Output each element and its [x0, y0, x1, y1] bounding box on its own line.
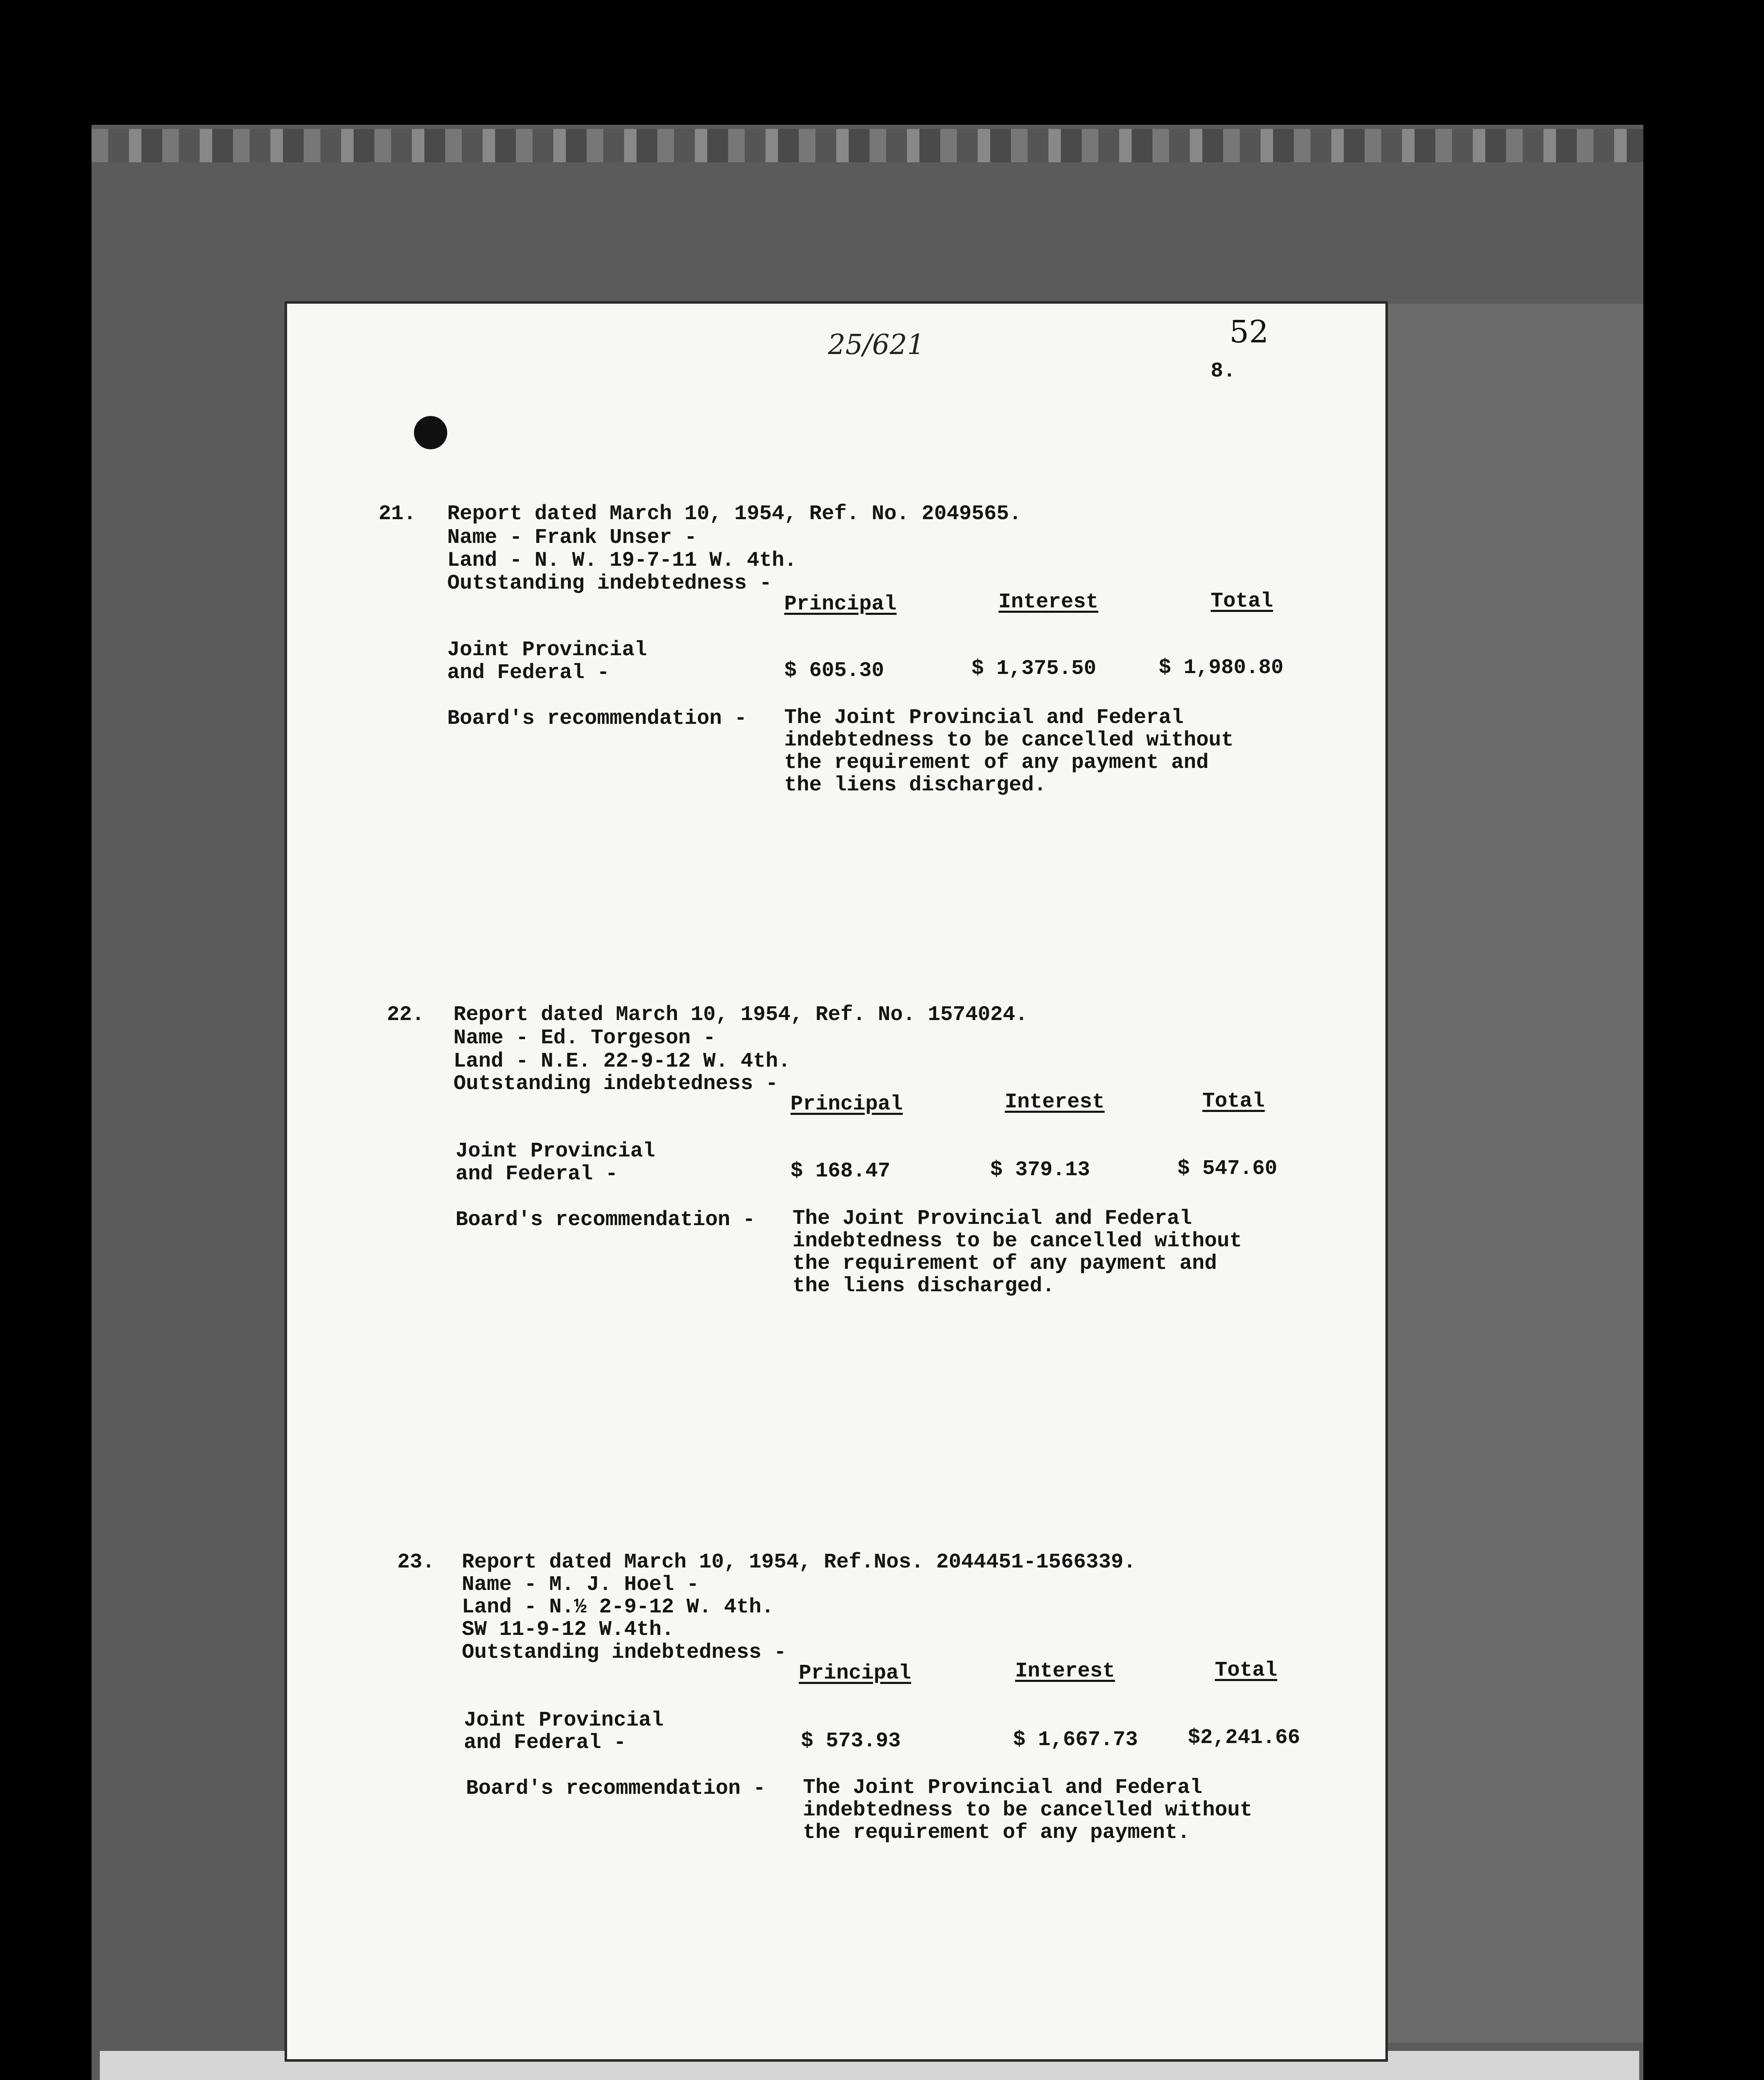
- recommendation-line: The Joint Provincial and Federal: [793, 1207, 1192, 1231]
- report-line: Report dated March 10, 1954, Ref. No. 2049565.: [447, 502, 1022, 526]
- debt-label: and Federal -: [456, 1162, 618, 1186]
- outstanding-line: Outstanding indebtedness -: [462, 1641, 787, 1664]
- handwritten-reference: 25/621: [828, 329, 925, 361]
- entry-number: 23.: [397, 1550, 435, 1574]
- principal-header: Principal: [784, 592, 897, 616]
- total-amount: $ 1,980.80: [1159, 656, 1284, 680]
- principal-amount: $ 573.93: [801, 1729, 901, 1753]
- recommendation-line: the liens discharged.: [784, 773, 1047, 797]
- total-amount: $2,241.66: [1188, 1726, 1301, 1750]
- entry-number: 21.: [379, 502, 416, 526]
- interest-amount: $ 1,667.73: [1013, 1728, 1138, 1752]
- recommendation-line: The Joint Provincial and Federal: [803, 1776, 1203, 1800]
- debt-label: and Federal -: [447, 661, 610, 685]
- scanner-right-edge: [1385, 304, 1643, 2043]
- principal-amount: $ 168.47: [790, 1159, 891, 1183]
- recommendation-line: the requirement of any payment.: [803, 1821, 1190, 1845]
- recommendation-line: indebtedness to be cancelled without: [793, 1229, 1242, 1253]
- interest-header: Interest: [1015, 1659, 1115, 1683]
- debt-label: Joint Provincial: [447, 638, 647, 662]
- page-number: 52: [1229, 314, 1269, 350]
- interest-header: Interest: [1005, 1090, 1105, 1114]
- punch-hole: [414, 416, 447, 449]
- recommendation-line: the requirement of any payment and: [793, 1252, 1217, 1275]
- total-header: Total: [1202, 1090, 1265, 1113]
- land-line: Land - N. W. 19-7-11 W. 4th.: [447, 549, 797, 572]
- scanner-top-band: [92, 129, 1643, 162]
- principal-header: Principal: [790, 1092, 903, 1116]
- recommendation-line: indebtedness to be cancelled without: [803, 1798, 1253, 1822]
- sheet-number: 8.: [1211, 359, 1236, 383]
- recommendation-line: indebtedness to be cancelled without: [784, 728, 1234, 752]
- interest-amount: $ 1,375.50: [971, 657, 1097, 681]
- recommendation-line: the requirement of any payment and: [784, 751, 1209, 775]
- interest-header: Interest: [998, 590, 1099, 614]
- recommendation-label: Board's recommendation -: [466, 1777, 766, 1800]
- total-header: Total: [1211, 589, 1273, 613]
- document-page: [287, 304, 1385, 2059]
- recommendation-line: the liens discharged.: [793, 1274, 1055, 1298]
- debt-label: and Federal -: [464, 1731, 627, 1755]
- debt-label: Joint Provincial: [456, 1139, 656, 1163]
- name-line: Name - M. J. Hoel -: [462, 1573, 699, 1597]
- outstanding-line: Outstanding indebtedness -: [453, 1072, 778, 1096]
- name-line: Name - Ed. Torgeson -: [453, 1026, 716, 1050]
- recommendation-label: Board's recommendation -: [456, 1208, 756, 1232]
- recommendation-label: Board's recommendation -: [447, 707, 747, 730]
- debt-label: Joint Provincial: [464, 1709, 664, 1732]
- total-amount: $ 547.60: [1177, 1157, 1278, 1181]
- principal-amount: $ 605.30: [784, 659, 884, 683]
- interest-amount: $ 379.13: [990, 1158, 1090, 1182]
- land-line: Land - N.½ 2-9-12 W. 4th.: [462, 1595, 774, 1619]
- report-line: Report dated March 10, 1954, Ref. No. 1574024.: [453, 1003, 1028, 1027]
- land-line: Land - N.E. 22-9-12 W. 4th.: [453, 1050, 791, 1073]
- entry-number: 22.: [387, 1003, 425, 1027]
- principal-header: Principal: [799, 1662, 912, 1685]
- outstanding-line: Outstanding indebtedness -: [447, 572, 772, 595]
- recommendation-line: The Joint Provincial and Federal: [784, 706, 1184, 730]
- name-line: Name - Frank Unser -: [447, 526, 697, 550]
- land-line: SW 11-9-12 W.4th.: [462, 1618, 674, 1642]
- report-line: Report dated March 10, 1954, Ref.Nos. 2044451-1566339.: [462, 1550, 1136, 1574]
- total-header: Total: [1215, 1659, 1278, 1682]
